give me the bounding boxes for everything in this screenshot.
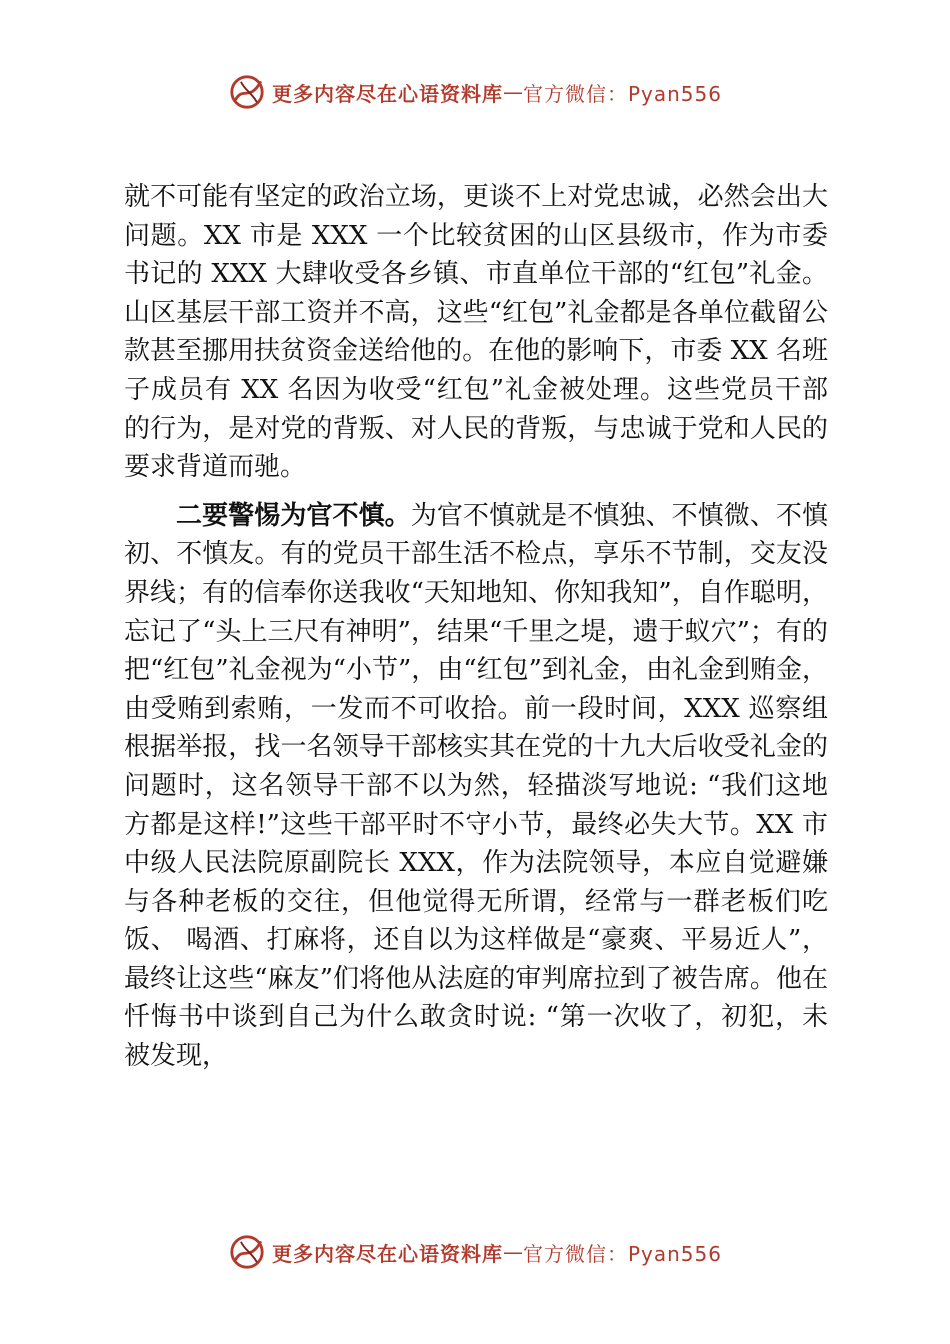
- ribbon-logo-icon: [228, 1233, 266, 1271]
- header-banner-text: 更多内容尽在心语资料库: [271, 81, 503, 106]
- footer-banner: [0, 1230, 950, 1274]
- document-body: [124, 178, 828, 1076]
- header-banner-dash: —: [502, 80, 523, 104]
- footer-wechat-text: 官方微信：Pyan556: [522, 1241, 722, 1266]
- paragraph-2-text: 为官不慎就是不慎独、不慎微、不慎初、不慎友。有的党员干部生活不检点，享乐不节制，交友没界线；有的信奉你送我收“天知地知、你知我知”，自作聪明， 忘记了“头上三尺有神明”，结果“千里之堤，遗于蚁穴”；有的把“红包”礼金视为“小节”，由“红包”到礼金，由礼金到贿金， 由受贿到索贿，一发而不可收拾。前一段时间，XXX 巡察组根据举报，找一名领导干部核实其在党的十九大后收受礼金的问题时，这名领导干部不以为然，轻描淡写地说: “我们这地方都是这样!”这些干部平时不守小节，最终必失大节。XX 市中级人民法院原副院长 XXX，作为法院领导，本应自觉避嫌与各种老板的交往，但他觉得无所谓，经常与一群老板们吃饭、 喝酒、打麻将，还自以为这样做是“豪爽、平易近人”，最终让这些“麻友”们将他从法庭的审判席拉到了被告席。他在忏悔书中谈到自己为什么敢贪时说: “第一次收了，初犯，未被发现，: [124, 500, 828, 1072]
- paragraph-2-lead-heading: 二要警惕为官不慎。: [176, 500, 411, 531]
- footer-banner-dash: —: [502, 1240, 523, 1264]
- ribbon-logo-icon: [228, 73, 266, 111]
- header-banner: [0, 70, 950, 114]
- footer-banner-text: 更多内容尽在心语资料库: [271, 1241, 503, 1266]
- header-wechat-text: 官方微信：Pyan556: [522, 81, 722, 106]
- body-paragraph-2: [124, 497, 828, 1076]
- body-paragraph-1: 就不可能有坚定的政治立场，更谈不上对党忠诚，必然会出大问题。XX 市是 XXX 一个比较贫困的山区县级市，作为市委书记的 XXX 大肆收受各乡镇、市直单位干部的“红包”礼金。山区基层干部工资并不高，这些“红包”礼金都是各单位截留公款甚至挪用扶贫资金送给他的。在他的影响下，市委 XX 名班子成员有 XX 名因为收受“红包”礼金被处理。这些党员干部的行为，是对党的背叛、对人民的背叛，与忠诚于党和人民的要求背道而驰。: [124, 182, 828, 483]
